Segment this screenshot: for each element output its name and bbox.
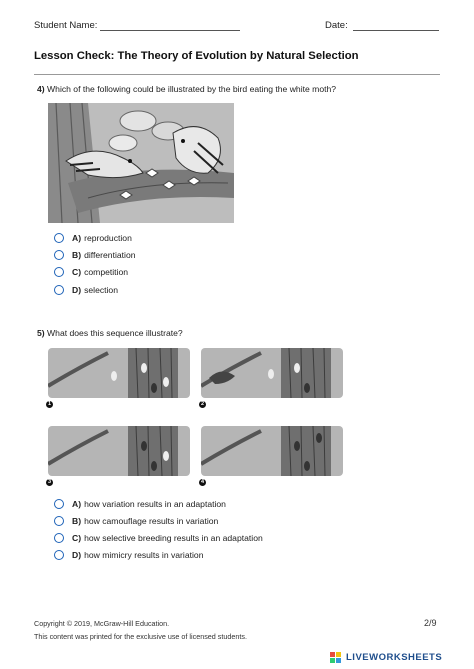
liveworksheets-logo [330, 651, 442, 663]
q4-option-b[interactable]: B) differentiation [54, 250, 136, 260]
panel-2-marker: 2 [200, 401, 205, 407]
question-5-number: 5) [37, 328, 45, 338]
q5-option-b[interactable]: B) how camouflage results in variation [54, 516, 218, 526]
birds-moth-illustration [48, 103, 234, 223]
q5-option-d-radio[interactable] [54, 550, 64, 560]
sequence-panel-3 [48, 426, 190, 476]
q5-option-a[interactable]: A) how variation results in an adaptation [54, 499, 226, 509]
q4-option-a-radio[interactable] [54, 233, 64, 243]
q5-option-d[interactable]: D) how mimicry results in variation [54, 550, 203, 560]
question-4-text: Which of the following could be illustrated by the bird eating the white moth? [47, 84, 337, 94]
page-number: 2/9 [424, 618, 437, 628]
date-label: Date: [325, 20, 348, 31]
student-name-field[interactable] [100, 30, 240, 31]
q4-option-d[interactable]: D) selection [54, 285, 118, 295]
page-title: Lesson Check: The Theory of Evolution by Natural Selection [34, 50, 359, 62]
q4-option-c-radio[interactable] [54, 267, 64, 277]
question-4-number: 4) [37, 84, 45, 94]
panel-4-marker: 4 [200, 479, 205, 485]
panel-3-marker: 3 [47, 479, 52, 485]
liveworksheets-brand: LIVEWORKSHEETS [346, 651, 443, 663]
liveworksheets-icon [330, 651, 342, 663]
q4-option-a[interactable]: A) reproduction [54, 233, 132, 243]
copyright-text: Copyright © 2019, McGraw-Hill Education. [34, 619, 170, 628]
q4-option-d-radio[interactable] [54, 285, 64, 295]
q4-option-c[interactable]: C) competition [54, 267, 128, 277]
question-5-text: What does this sequence illustrate? [47, 328, 183, 338]
q5-option-a-radio[interactable] [54, 499, 64, 509]
license-notice: This content was printed for the exclusive use of licensed students. [34, 632, 247, 641]
question-5 [37, 328, 183, 338]
sequence-panel-4 [201, 426, 343, 476]
q5-option-c[interactable]: C) how selective breeding results in an adaptation [54, 533, 263, 543]
q4-option-b-radio[interactable] [54, 250, 64, 260]
q5-option-c-radio[interactable] [54, 533, 64, 543]
title-divider [34, 74, 440, 75]
sequence-panel-1 [48, 348, 190, 398]
q5-option-b-radio[interactable] [54, 516, 64, 526]
date-field[interactable] [353, 30, 439, 31]
sequence-panel-2 [201, 348, 343, 398]
question-4 [37, 84, 336, 94]
panel-1-marker: 1 [47, 401, 52, 407]
student-name-label: Student Name: [34, 20, 98, 31]
